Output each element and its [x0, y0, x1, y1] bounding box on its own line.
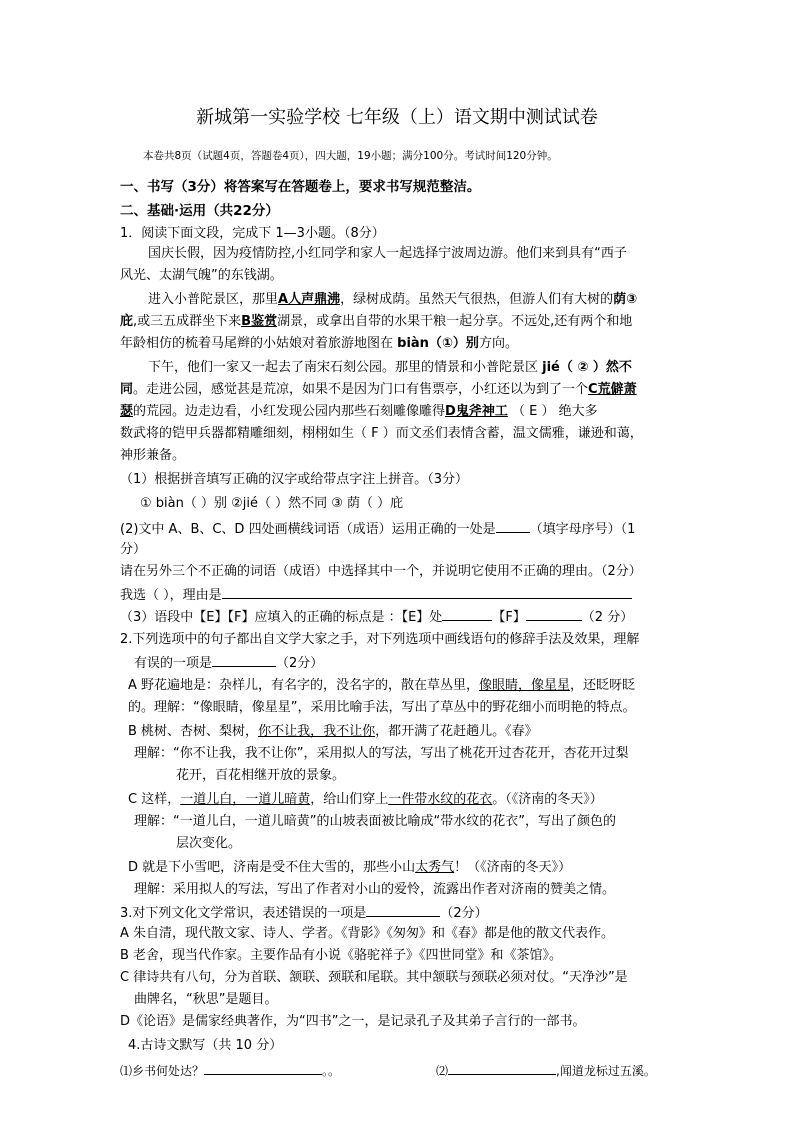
text: （填字母序号）（1 — [529, 522, 636, 537]
text: 。走进公园，感觉甚是荒凉，如果不是因为门口有售票亭，小红还以为到了一个 — [133, 382, 589, 397]
subquestion-1-2-instruction: 请在另外三个不正确的词语（成语）中选择其中一个，并说明它使用不正确的理由。（2分） — [120, 564, 642, 579]
option-2d-line-2: 理解：采用拟人的写法，写出了作者对小山的爱怜，流露出作者对济南的赞美之情。 — [134, 882, 616, 897]
underlined-phrase: 一件带水纹的花衣 — [388, 792, 493, 807]
text: ,或三五成群坐下来 — [133, 314, 242, 329]
paragraph-1-line-1: 国庆长假，因为疫情防控,小红同学和家人一起选择宁波周边游。他们来到具有“西子 — [148, 246, 627, 261]
text: 。。 — [322, 1064, 341, 1078]
question-4-1 — [120, 1060, 340, 1081]
answer-blank[interactable] — [448, 1060, 556, 1075]
option-3a: A 朱自清，现代散文家、诗人、学者。《背影》《匆匆》和《春》都是他的散文代表作。 — [120, 926, 615, 941]
option-3b: B 老舍，现当代作家。主要作品有小说《骆驼祥子》《四世同堂》和《茶馆》。 — [120, 948, 563, 963]
text: 同 — [120, 382, 134, 397]
option-2b-line-3: 花开，百花相继开放的景象。 — [176, 768, 346, 783]
text: 的荒园。边走边看，小红发现公园内那些石刻雕像雕得 — [133, 404, 446, 419]
phrase-a: A人声鼎沸 — [278, 292, 341, 307]
text: 3.对下列文化文学常识，表述错误的一项是 — [120, 906, 367, 921]
text: ，绿树成荫。虽然天气很热，但游人们有大树的 — [340, 292, 614, 307]
option-2a-line-2: 的。理解：“像眼睛，像星星”，采用比喻手法，写出了草丛中的野花细小而明艳的特点。 — [128, 700, 636, 715]
underlined-phrase: 像眼睛，像星星 — [479, 678, 571, 693]
question-3 — [120, 902, 488, 923]
paragraph-3-line-5: 神形兼备。 — [120, 448, 186, 463]
text: B 桃树、杏树、梨树， — [128, 724, 259, 739]
text: ⑴乡书何处达？ — [120, 1064, 205, 1078]
paragraph-2-line-3 — [120, 334, 518, 353]
text: ,闻道龙标过五溪。 — [556, 1064, 656, 1078]
text: A 野花遍地是：杂样儿，有名字的，没名字的，散在草丛里， — [128, 678, 480, 693]
answer-blank[interactable] — [222, 584, 632, 599]
option-2c-line-2: 理解：“一道儿白，一道儿暗黄”的山坡表面被比喻成“带水纹的花衣”，写出了颜色的 — [134, 814, 616, 829]
text: ！（《济南的冬天》） — [454, 860, 572, 875]
phrase-c-end: 瑟 — [120, 404, 134, 419]
paragraph-3-line-3 — [120, 402, 598, 421]
subquestion-1-1: （1）根据拼音填写正确的汉字或给带点字注上拼音。（3分） — [120, 472, 469, 487]
paragraph-3-line-1 — [148, 358, 632, 377]
answer-blank-e[interactable] — [442, 606, 492, 621]
subquestion-1-2-cont: 分） — [120, 542, 147, 557]
question-1-heading: 1．阅读下面文段，完成下 1—3小题。（8分） — [120, 226, 385, 241]
option-3c-line-2: 曲牌名，“秋思”是题目。 — [134, 992, 278, 1007]
subquestion-1-2-answer — [120, 584, 632, 605]
text: C 这样， — [128, 792, 181, 807]
text: 进入小普陀景区，那里 — [148, 292, 279, 307]
pinyin-bian: biàn（①）别 — [397, 336, 479, 351]
section-2-heading: 二、基础·运用（共22分） — [120, 203, 279, 219]
phrase-c: C荒僻萧 — [588, 382, 637, 397]
answer-blank-f[interactable] — [526, 606, 582, 621]
paragraph-1-line-2: 风光、太湖气魄”的东钱湖。 — [120, 268, 283, 283]
paragraph-3-line-2 — [120, 380, 637, 399]
text: 下午，他们一家又一起去了南宋石刻公园。那里的情景和小普陀景区 — [148, 360, 543, 375]
text: 。（《济南的冬天》） — [492, 792, 603, 807]
phrase-yin: 荫③ — [613, 292, 638, 307]
text: （2分） — [440, 906, 488, 921]
text: ⑵ — [436, 1064, 449, 1078]
text: 湖景，或拿出自带的水果干粮一起分享。不远处,还有两个和地 — [277, 314, 633, 329]
text: ，都开满了花赶趟儿。《春》 — [375, 724, 538, 739]
text: 方向。 — [478, 336, 518, 351]
section-1-heading: 一、书写（3分）将答案写在答题卷上，要求书写规范整洁。 — [120, 179, 481, 195]
question-2-line-2 — [134, 652, 323, 673]
option-2c-line-1 — [128, 790, 603, 809]
text: ，还眨呀眨 — [570, 678, 636, 693]
exam-intro: 本卷共8页（试题4页，答题卷4页），四大题，19小题；满分100分。考试时间120分钟。 — [143, 150, 558, 162]
text: 年龄相仿的梳着马尾辫的小姑娘对着旅游地图在 — [120, 336, 398, 351]
option-3d: D《论语》是儒家经典著作，为“四书”之一，是记录孔子及其弟子言行的一部书。 — [120, 1014, 586, 1029]
subquestion-1-2 — [120, 518, 635, 539]
underlined-phrase: 太秀气 — [415, 860, 455, 875]
phrase-bi: 庇 — [120, 314, 134, 329]
option-3c-line-1: C 律诗共有八句，分为首联、颔联、颈联和尾联。其中颔联与颈联必须对仗。“天净沙”是 — [120, 970, 628, 985]
underlined-phrase: 你不让我，我不让你 — [258, 724, 376, 739]
subquestion-1-1-options: ① biàn（ ）别 ②jié（ ）然不同 ③ 荫（ ）庇 — [140, 496, 404, 511]
text: （2 分） — [581, 610, 634, 625]
option-2a-line-1 — [128, 676, 635, 695]
answer-blank[interactable] — [496, 518, 530, 533]
subquestion-1-3 — [120, 606, 633, 627]
option-2b-line-1 — [128, 722, 538, 741]
paragraph-3-line-4: 数武将的铠甲兵器都精雕细刻，栩栩如生（ F ）而文丞们表情含蓄，温文儒雅，谦逊和蔼， — [120, 426, 643, 441]
question-4-2 — [436, 1060, 656, 1081]
text: ，给山们穿上 — [310, 792, 389, 807]
answer-blank[interactable] — [204, 1060, 322, 1075]
phrase-d: D鬼斧神工 — [445, 404, 508, 419]
pinyin-jie: jié（ ② ）然不 — [542, 360, 632, 375]
text: 有误的一项是 — [134, 656, 213, 671]
text: （ E ） 绝大多 — [507, 404, 598, 419]
paragraph-2-line-1 — [148, 290, 637, 309]
text: 我选（ ），理由是 — [120, 588, 222, 603]
text: 【F】 — [492, 610, 526, 625]
answer-blank[interactable] — [366, 902, 440, 917]
answer-blank[interactable] — [212, 652, 276, 667]
question-4-heading: 4.古诗文默写（共 10 分） — [128, 1038, 283, 1053]
option-2b-line-2: 理解：“你不让我，我不让你”，采用拟人的写法，写出了桃花开过杏花开，杏花开过梨 — [134, 746, 629, 761]
text: （2分） — [276, 656, 324, 671]
phrase-b: B鉴赏 — [241, 314, 278, 329]
paragraph-2-line-2 — [120, 312, 632, 331]
page-title: 新城第一实验学校 七年级（上）语文期中测试试卷 — [196, 107, 598, 128]
option-2d-line-1 — [128, 858, 571, 877]
question-2-line-1: 2.下列选项中的句子都出自文学大家之手，对下列选项中画线语句的修辞手法及效果，理解 — [120, 632, 640, 647]
text: （3）语段中【E】【F】应填入的正确的标点是 ：【E】处 — [120, 610, 443, 625]
text: D 就是下小雪吧，济南是受不住大雪的，那些小山 — [128, 860, 416, 875]
option-2c-line-3: 层次变化。 — [176, 836, 242, 851]
text: (2)文中 A、B、C、D 四处画横线词语（成语）运用正确的一处是 — [120, 522, 496, 537]
underlined-phrase: 一道儿白，一道儿暗黄 — [180, 792, 311, 807]
